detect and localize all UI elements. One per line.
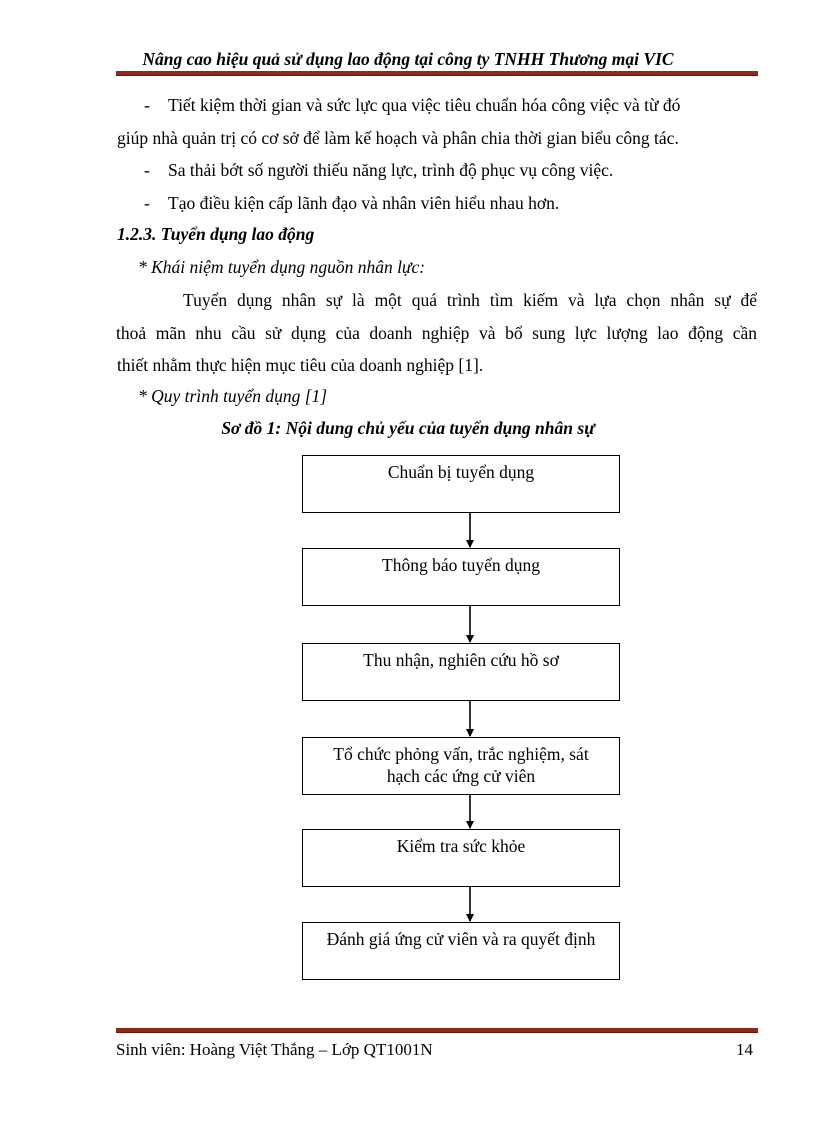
flow-step-label: Tổ chức phỏng vấn, trắc nghiệm, sát [333,744,589,764]
concept-heading: * Khái niệm tuyển dụng nguồn nhân lực: [138,257,426,277]
bullet-dash: - [144,95,150,115]
flow-step-label: Kiểm tra sức khỏe [396,836,526,856]
paragraph-line-3: thiết nhằm thực hiện mục tiêu của doanh nghiệp [1]. [117,355,484,375]
header-title: Nâng cao hiệu quả sử dụng lao động tại công ty TNHH Thương mại VIC [142,49,674,69]
bullet-dash: - [144,160,150,180]
footer-student: Sinh viên: Hoàng Việt Thắng – Lớp QT1001N [116,1040,433,1059]
bullet-dash: - [144,193,150,213]
flow-step-label: Thu nhận, nghiên cứu hồ sơ [363,650,559,670]
flow-step-label: Chuẩn bị tuyển dụng [387,462,535,482]
paragraph-line-2: thoả mãn nhu cầu sử dụng của doanh nghiệp và bổ sung lực lượng lao động cần [116,323,757,343]
section-heading: 1.2.3. Tuyển dụng lao động [117,224,315,244]
flow-step-label-2: hạch các ứng cử viên [386,766,536,786]
page-number: 14 [736,1040,753,1059]
footer-rule [116,1028,758,1033]
bullet-1-text: Tiết kiệm thời gian và sức lực qua việc tiêu chuẩn hóa công việc và từ đó [168,95,681,115]
bullet-3-text: Tạo điều kiện cấp lãnh đạo và nhân viên hiểu nhau hơn. [168,193,560,213]
diagram-caption: Sơ đồ 1: Nội dung chủ yếu của tuyển dụng nhân sự [221,418,595,438]
flow-step-label: Thông báo tuyển dụng [382,555,540,575]
bullet-1-line-2: giúp nhà quản trị có cơ sở để làm kế hoạch và phân chia thời gian biểu công tác. [117,128,679,148]
process-heading: * Quy trình tuyển dụng [1] [138,386,328,406]
paragraph-line-1: Tuyển dụng nhân sự là một quá trình tìm kiếm và lựa chọn nhân sự để [183,290,757,310]
bullet-2-text: Sa thải bớt số người thiếu năng lực, trình độ phục vụ công việc. [168,160,614,180]
flow-step-label: Đánh giá ứng cử viên và ra quyết định [326,929,596,949]
